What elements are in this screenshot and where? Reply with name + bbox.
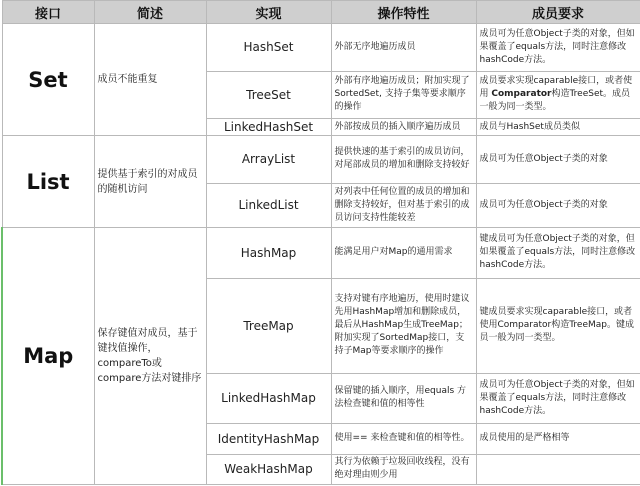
table-row <box>2 136 640 184</box>
requirement-treeset-pre: 成员要求实现caparable接口，或者使用 <box>479 76 633 100</box>
impl-hashset: HashSet <box>206 24 331 72</box>
table-row <box>2 228 640 279</box>
requirement-identityhashmap: 成员使用的是严格相等 <box>476 424 640 454</box>
requirement-treeset-post: 构造TreeSet。成员一般为同一类型。 <box>479 89 631 113</box>
requirement-linkedhashset: 成员与HashSet成员类似 <box>476 119 640 136</box>
feature-treemap: 支持对键有序地遍历，使用时建议先用HashMap增加和删除成员，最后从HashMap生成TreeMap；附加实现了SortedMap接口，支持子Map等要求顺序的操作 <box>331 278 476 373</box>
header-requirements: 成员要求 <box>476 1 640 24</box>
requirement-hashset: 成员可为任意Object子类的对象，但如果覆盖了equals方法，同时注意修改hashCode方法。 <box>476 24 640 72</box>
feature-treeset: 外部有序地遍历成员；附加实现了SortedSet, 支持子集等要求顺序的操作 <box>331 71 476 119</box>
requirement-treemap: 键成员要求实现caparable接口，或者使用Comparator构造TreeMap。键成员一般为同一类型。 <box>476 278 640 373</box>
requirement-weakhashmap <box>476 454 640 484</box>
table-row <box>2 24 640 72</box>
header-implementation: 实现 <box>206 1 331 24</box>
header-summary: 简述 <box>94 1 206 24</box>
requirement-arraylist: 成员可为任意Object子类的对象 <box>476 136 640 184</box>
feature-arraylist: 提供快速的基于索引的成员访问，对尾部成员的增加和删除支持较好 <box>331 136 476 184</box>
requirement-hashmap: 键成员可为任意Object子类的对象，但如果覆盖了equals方法，同时注意修改hashCode方法。 <box>476 228 640 279</box>
feature-linkedlist: 对列表中任何位置的成员的增加和删除支持较好，但对基于索引的成员访问支持性能较差 <box>331 183 476 227</box>
feature-hashset: 外部无序地遍历成员 <box>331 24 476 72</box>
feature-identityhashmap: 使用== 来检查键和值的相等性。 <box>331 424 476 454</box>
impl-hashmap: HashMap <box>206 228 331 279</box>
interface-set: Set <box>2 24 94 136</box>
feature-linkedhashset: 外部按成员的插入顺序遍历成员 <box>331 119 476 136</box>
impl-arraylist: ArrayList <box>206 136 331 184</box>
impl-identityhashmap: IdentityHashMap <box>206 424 331 454</box>
collections-table <box>1 0 640 485</box>
feature-hashmap: 能满足用户对Map的通用需求 <box>331 228 476 279</box>
requirement-linkedhashmap: 成员可为任意Object子类的对象，但如果覆盖了equals方法，同时注意修改hashCode方法。 <box>476 373 640 424</box>
header-interface: 接口 <box>2 1 94 24</box>
feature-linkedhashmap: 保留键的插入顺序，用equals 方法检查键和值的相等性 <box>331 373 476 424</box>
impl-linkedhashmap: LinkedHashMap <box>206 373 331 424</box>
impl-treeset: TreeSet <box>206 71 331 119</box>
requirement-linkedlist: 成员可为任意Object子类的对象 <box>476 183 640 227</box>
summary-set: 成员不能重复 <box>94 24 206 136</box>
summary-list: 提供基于索引的对成员的随机访问 <box>94 136 206 228</box>
header-features: 操作特性 <box>331 1 476 24</box>
summary-map: 保存键值对成员，基于键找值操作，compareTo或compare方法对键排序 <box>94 228 206 485</box>
requirement-treeset-bold: Comparator <box>491 89 552 100</box>
impl-linkedlist: LinkedList <box>206 183 331 227</box>
impl-linkedhashset: LinkedHashSet <box>206 119 331 136</box>
feature-weakhashmap: 其行为依赖于垃圾回收线程，没有绝对理由则少用 <box>331 454 476 484</box>
interface-list: List <box>2 136 94 228</box>
requirement-treeset <box>476 71 640 119</box>
interface-map: Map <box>2 228 94 485</box>
impl-weakhashmap: WeakHashMap <box>206 454 331 484</box>
impl-treemap: TreeMap <box>206 278 331 373</box>
header-row <box>2 1 640 24</box>
